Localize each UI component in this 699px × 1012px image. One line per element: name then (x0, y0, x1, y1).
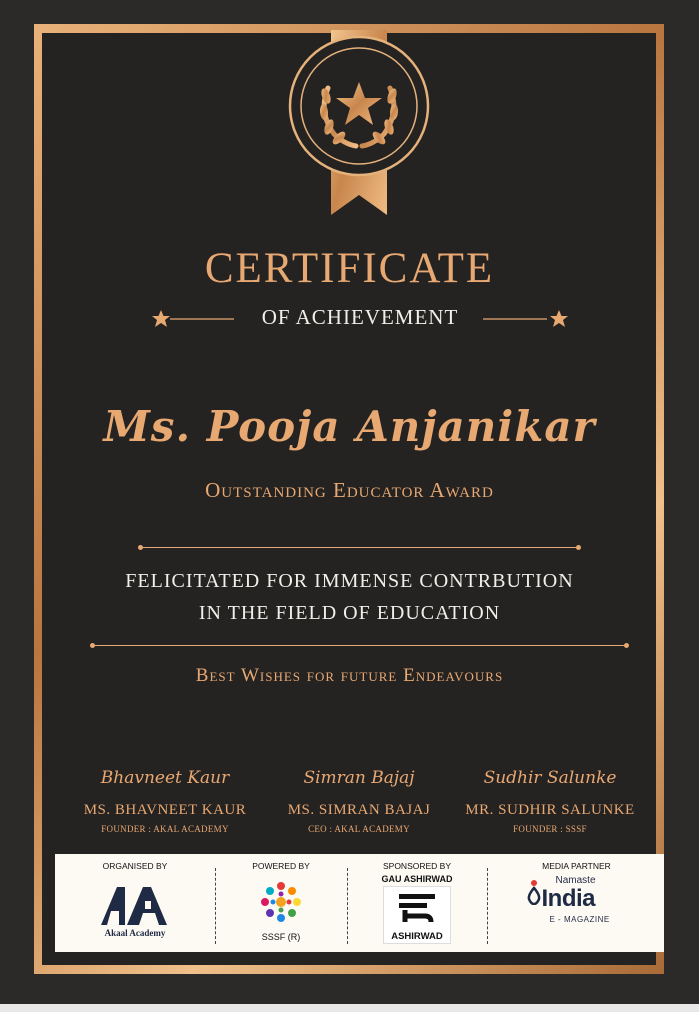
separator (347, 868, 348, 944)
sponsor-sponsored-by (349, 854, 485, 952)
sssf-logo-icon (256, 877, 306, 927)
signatory-block (455, 768, 645, 834)
e-magazine-text: E - MAGAZINE (549, 915, 610, 924)
certificate-title: CERTIFICATE (204, 245, 495, 292)
separator (487, 868, 488, 944)
sponsor-media-partner (489, 854, 664, 952)
medal-badge-icon (286, 30, 432, 220)
ashirwad-text: ASHIRWAD (391, 931, 443, 942)
bottom-strip (0, 1004, 699, 1012)
signature: Sudhir Salunke (483, 768, 617, 788)
divider-line (92, 645, 628, 646)
divider-dot (624, 643, 629, 648)
namaste-india-logo (522, 875, 632, 935)
sponsor-label: SPONSORED BY (382, 861, 452, 871)
india-text: India (541, 885, 596, 912)
sponsor-powered-by (217, 854, 345, 952)
akaal-academy-text: Akaal Academy (104, 928, 166, 938)
separator (215, 868, 216, 944)
namaste-text: Namaste (555, 875, 596, 886)
sponsor-organiser (55, 854, 215, 952)
sponsor-label: ORGANISED BY (102, 861, 168, 871)
award-title: Outstanding Educator Award (205, 478, 494, 502)
divider-dot (576, 545, 581, 550)
akaal-academy-logo-icon (95, 881, 175, 931)
signatory-name: MS. SIMRAN BAJAJ (287, 802, 431, 818)
signatory-block (264, 768, 454, 834)
signature: Simran Bajaj (303, 768, 415, 788)
signatory-name: MS. BHAVNEET KAUR (83, 802, 247, 818)
best-wishes-text: Best Wishes for future Endeavours (195, 665, 504, 686)
certificate-subtitle: OF ACHIEVEMENT (261, 305, 459, 329)
sssf-text: SSSF (R) (261, 932, 301, 942)
divider-line (140, 547, 580, 548)
gau-ashirwad-logo (383, 886, 451, 944)
ashirwad-logo-icon (397, 890, 437, 924)
signatory-name: MR. SUDHIR SALUNKE (465, 802, 635, 818)
signatory-block (70, 768, 260, 834)
certificate-subtitle-row (150, 305, 570, 335)
gau-ashirwad-text: GAU ASHIRWAD (381, 874, 453, 884)
sponsor-label: MEDIA PARTNER (542, 861, 611, 871)
signatory-role: FOUNDER : SSSF (513, 824, 587, 834)
sponsor-label: POWERED BY (252, 861, 310, 871)
signatory-role: FOUNDER : AKAL ACADEMY (101, 824, 229, 834)
signatory-role: CEO : AKAL ACADEMY (308, 824, 410, 834)
sponsor-bar (55, 854, 664, 952)
felicitation-line-2: IN THE FIELD OF EDUCATION (198, 602, 501, 624)
recipient-name: Ms. Pooja Anjanikar (103, 402, 596, 451)
drop-logo-icon (526, 879, 542, 905)
felicitation-line-1: FELICITATED FOR IMMENSE CONTRBUTION (125, 570, 574, 592)
signature: Bhavneet Kaur (100, 768, 230, 788)
